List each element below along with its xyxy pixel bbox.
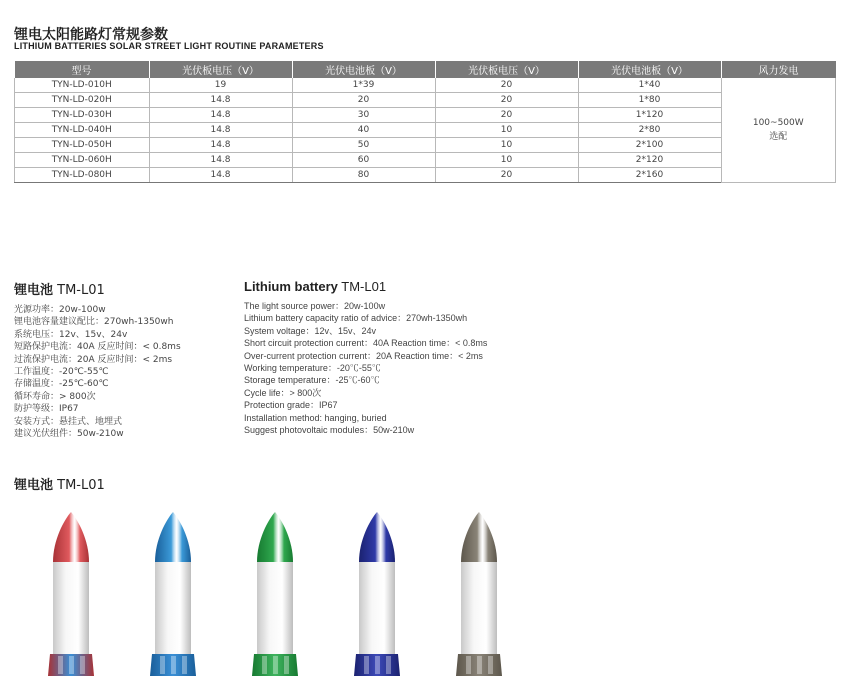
table-cell: 20	[292, 93, 435, 108]
table-cell: TYN-LD-080H	[15, 168, 150, 183]
wind-power-range: 100~500W	[752, 118, 804, 128]
table-header-row	[15, 61, 836, 78]
table-row	[15, 168, 836, 183]
table-cell: TYN-LD-050H	[15, 138, 150, 153]
spec-line: 存储温度：-25℃-60℃	[14, 379, 109, 390]
spec-line: Cycle life：> 800次	[244, 387, 322, 398]
table-cell: 2*120	[578, 153, 721, 168]
spec-line: Suggest photovoltaic modules：50w-210w	[244, 424, 415, 435]
table-cell: TYN-LD-010H	[15, 78, 150, 93]
spec-cn-title-bold: 锂电池	[14, 283, 54, 298]
table-cell: 2*80	[578, 123, 721, 138]
table-row	[15, 93, 836, 108]
parameters-table	[14, 61, 836, 183]
battery-cap	[257, 512, 293, 562]
spec-line: 锂电池容量建议配比：270wh-1350wh	[14, 317, 174, 328]
table-cell: 19	[149, 78, 292, 93]
col-header-model: 型号	[15, 61, 150, 78]
spec-en	[244, 279, 487, 436]
spec-en-title-model: TM-L01	[337, 279, 387, 294]
gallery-title-bold: 锂电池	[14, 478, 54, 493]
table-cell: 14.8	[149, 108, 292, 123]
table-row	[15, 108, 836, 123]
table-row	[15, 153, 836, 168]
spec-cn-title	[14, 279, 181, 298]
spec-line: 光源功率：20w-100w	[14, 305, 106, 315]
table-cell: 50	[292, 138, 435, 153]
col-header-panel-voltage-2: 光伏板电压（V）	[435, 61, 578, 78]
spec-line: Over-current protection current：20A Reaction time：< 2ms	[244, 350, 483, 361]
spec-line: The light source power：20w-100w	[244, 301, 386, 311]
spec-line: System voltage：12v、15v、24v	[244, 325, 377, 336]
table-cell: 10	[435, 138, 578, 153]
table-cell: 1*80	[578, 93, 721, 108]
spec-line: 短路保护电流：40A 反应时间：< 0.8ms	[14, 342, 181, 353]
spec-line: 防护等级：IP67	[14, 404, 79, 415]
table-cell: 1*39	[292, 78, 435, 93]
spec-line: 建议光伏组件：50w-210w	[14, 428, 124, 439]
spec-line: Installation method: hanging, buried	[244, 412, 387, 423]
table-cell: 14.8	[149, 123, 292, 138]
spec-line: 循环寿命：> 800次	[14, 391, 96, 402]
battery-body	[461, 562, 497, 654]
col-header-panel-battery: 光伏电池板（V）	[292, 61, 435, 78]
spec-line: Working temperature：-20℃-55℃	[244, 362, 381, 373]
table-cell: 20	[435, 93, 578, 108]
spec-line: Lithium battery capacity ratio of advice：270wh-1350wh	[244, 313, 468, 324]
page-title-cn: 锂电太阳能路灯常规参数	[14, 27, 168, 43]
spec-en-title	[244, 279, 487, 294]
table-cell: 14.8	[149, 93, 292, 108]
table-cell: TYN-LD-060H	[15, 153, 150, 168]
table-cell: 20	[435, 108, 578, 123]
battery-blue-image	[342, 510, 412, 681]
battery-gray-image	[444, 510, 514, 681]
battery-cap	[155, 512, 191, 562]
gallery-title-model: TM-L01	[53, 478, 105, 493]
col-header-panel-battery-2: 光伏电池板（V）	[578, 61, 721, 78]
table-cell: 14.8	[149, 138, 292, 153]
table-cell: TYN-LD-030H	[15, 108, 150, 123]
spec-line: 过流保护电流：20A 反应时间：< 2ms	[14, 354, 173, 365]
table-cell: TYN-LD-020H	[15, 93, 150, 108]
col-header-panel-voltage: 光伏板电压（V）	[149, 61, 292, 78]
spec-line: 安装方式：悬挂式、地埋式	[14, 416, 123, 427]
table-cell: TYN-LD-040H	[15, 123, 150, 138]
table-row	[15, 123, 836, 138]
wind-power-optional: 选配	[769, 132, 788, 142]
battery-body	[53, 562, 89, 654]
spec-en-title-bold: Lithium battery	[244, 279, 338, 294]
table-cell: 80	[292, 168, 435, 183]
battery-light-blue-image	[138, 510, 208, 681]
table-cell: 2*100	[578, 138, 721, 153]
table-cell: 10	[435, 123, 578, 138]
table-cell: 20	[435, 78, 578, 93]
spec-line: Protection grade：IP67	[244, 400, 338, 411]
battery-body	[359, 562, 395, 654]
battery-cap	[461, 512, 497, 562]
table-cell: 60	[292, 153, 435, 168]
page-title-en: LITHIUM BATTERIES SOLAR STREET LIGHT ROUTINE PARAMETERS	[14, 41, 324, 51]
battery-body	[155, 562, 191, 654]
table-cell: 1*40	[578, 78, 721, 93]
table-cell: 1*120	[578, 108, 721, 123]
spec-cn	[14, 279, 181, 440]
gallery-title	[14, 474, 105, 493]
wind-power-cell	[721, 78, 836, 183]
table-cell: 40	[292, 123, 435, 138]
table-cell: 20	[435, 168, 578, 183]
spec-line: 系统电压：12v、15v、24v	[14, 329, 128, 340]
battery-cap	[53, 512, 89, 562]
battery-green-image	[240, 510, 310, 681]
table-cell: 14.8	[149, 168, 292, 183]
spec-line: Short circuit protection current：40A Reaction time：< 0.8ms	[244, 338, 488, 349]
table-row	[15, 78, 836, 93]
spec-line: 工作温度：-20℃-55℃	[14, 366, 109, 377]
battery-red-image	[36, 510, 106, 681]
table-cell: 14.8	[149, 153, 292, 168]
col-header-wind-power: 风力发电	[721, 61, 836, 78]
spec-line: Storage temperature：-25℃-60℃	[244, 375, 380, 386]
table-row	[15, 138, 836, 153]
battery-body	[257, 562, 293, 654]
table-cell: 30	[292, 108, 435, 123]
table-cell: 2*160	[578, 168, 721, 183]
table-cell: 10	[435, 153, 578, 168]
battery-cap	[359, 512, 395, 562]
spec-cn-title-model: TM-L01	[53, 283, 105, 298]
